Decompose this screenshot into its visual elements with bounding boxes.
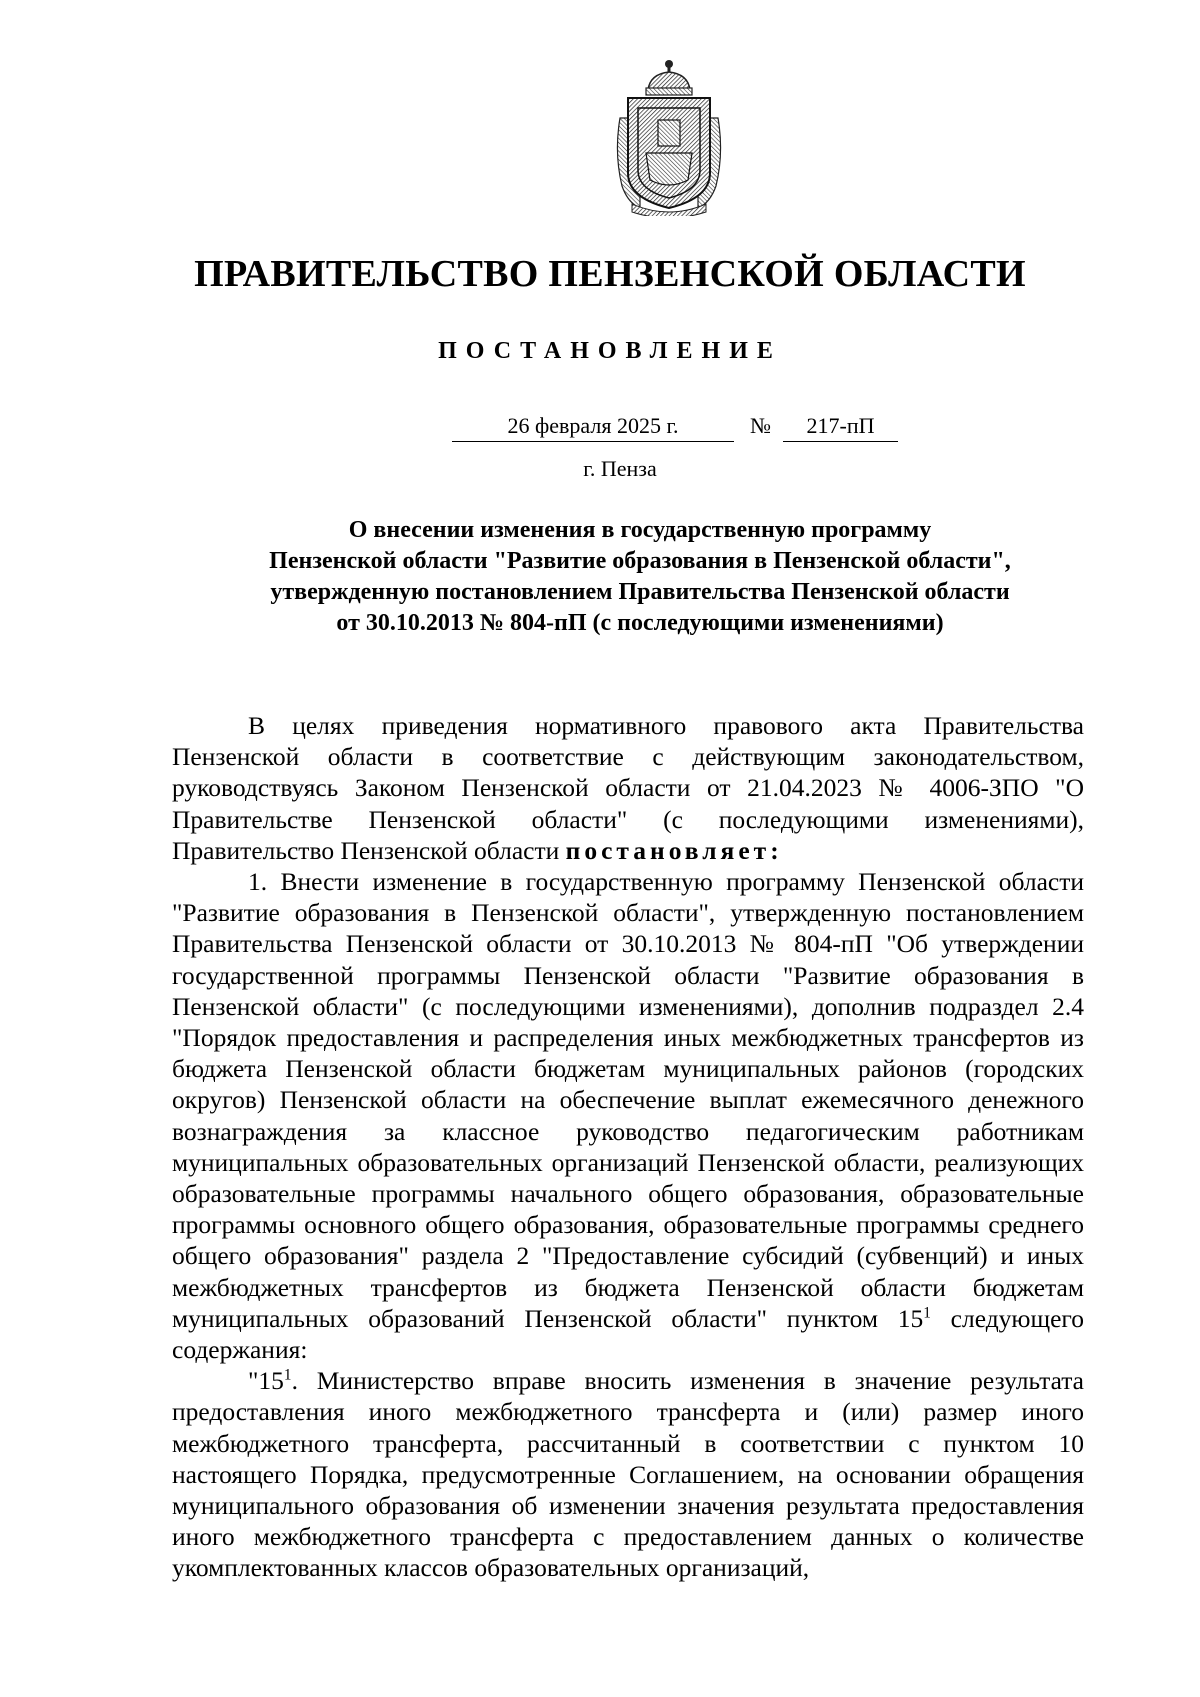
clause-15-1-head: "15 [248,1366,284,1396]
document-type: ПОСТАНОВЛЕНИЕ [438,338,782,364]
date-number-row [452,413,898,442]
clause-15-1-paragraph [172,1365,1084,1583]
document-number: 217-пП [783,413,898,442]
subject-line: утвержденную постановлением Правительства Пензенской области [270,579,1010,605]
clause-15-1-superscript: 1 [283,1366,292,1384]
document-date: 26 февраля 2025 г. [452,413,734,442]
subject-line: О внесении изменения в государственную программу [348,517,932,543]
resolves-keyword: постановляет: [565,835,783,865]
coat-of-arms-icon [610,58,728,216]
preamble-text: В целях приведения нормативного правового акта Правительства Пензенской области в соответствие с действующим законодательством, руководствуясь Законом Пензенской области от 21.04.2023 № 4006-ЗПО "О Правительстве Пензенской области" (с последующими изменениями), Правительство Пензенской области [172,711,1084,865]
document-body [172,710,1084,1584]
clause-1-paragraph [172,866,1084,1365]
document-city: г. Пенза [583,456,657,481]
clause-15-1-text: . Министерство вправе вносить изменения в значение результата предоставления иного межбюджетного трансферта и (или) размер иного межбюджетного трансферта, рассчитанный в соответствии с пунктом 10 настоящего Порядка, предусмотренные Соглашением, на основании обращения муниципального образования об изменении значения результата предоставления иного межбюджетного трансферта с предоставлением данных о количестве укомплектованных классов образовательных организаций, [172,1366,1084,1583]
clause-1-text: 1. Внести изменение в государственную программу Пензенской области "Развитие образования в Пензенской области", утвержденную постановлением Правительства Пензенской области от 30.10.2013 № 804-пП "Об утверждении государственной программы Пензенской области "Развитие образования в Пензенской области" (с последующими изменениями), дополнив подраздел 2.4 "Порядок предоставления и распределения иных межбюджетных трансфертов из бюджета Пензенской области бюджетам муниципальных районов (городских округов) Пензенской области на обеспечение выплат ежемесячного денежного вознаграждения за классное руководство педагогическим работникам муниципальных образовательных организаций Пензенской области, реализующих образовательные программы начального общего образования, образовательные программы основного общего образования, образовательные программы среднего общего образования" раздела 2 "Предоставление субсидий (субвенций) и иных межбюджетных трансфертов из бюджета Пензенской области бюджетам муниципальных образований Пензенской области" пунктом 15 [172,867,1084,1333]
document-subject [180,515,1100,639]
organization-title: ПРАВИТЕЛЬСТВО ПЕНЗЕНСКОЙ ОБЛАСТИ [194,253,1026,295]
preamble-paragraph [172,710,1084,866]
number-sign: № [750,413,771,438]
subject-line: от 30.10.2013 № 804-пП (с последующими изменениями) [336,610,944,636]
clause-1-superscript: 1 [923,1304,931,1322]
clause-1-tail: следующего содержания: [172,1303,1085,1365]
subject-line: Пензенской области "Развитие образования в Пензенской области", [269,548,1011,574]
